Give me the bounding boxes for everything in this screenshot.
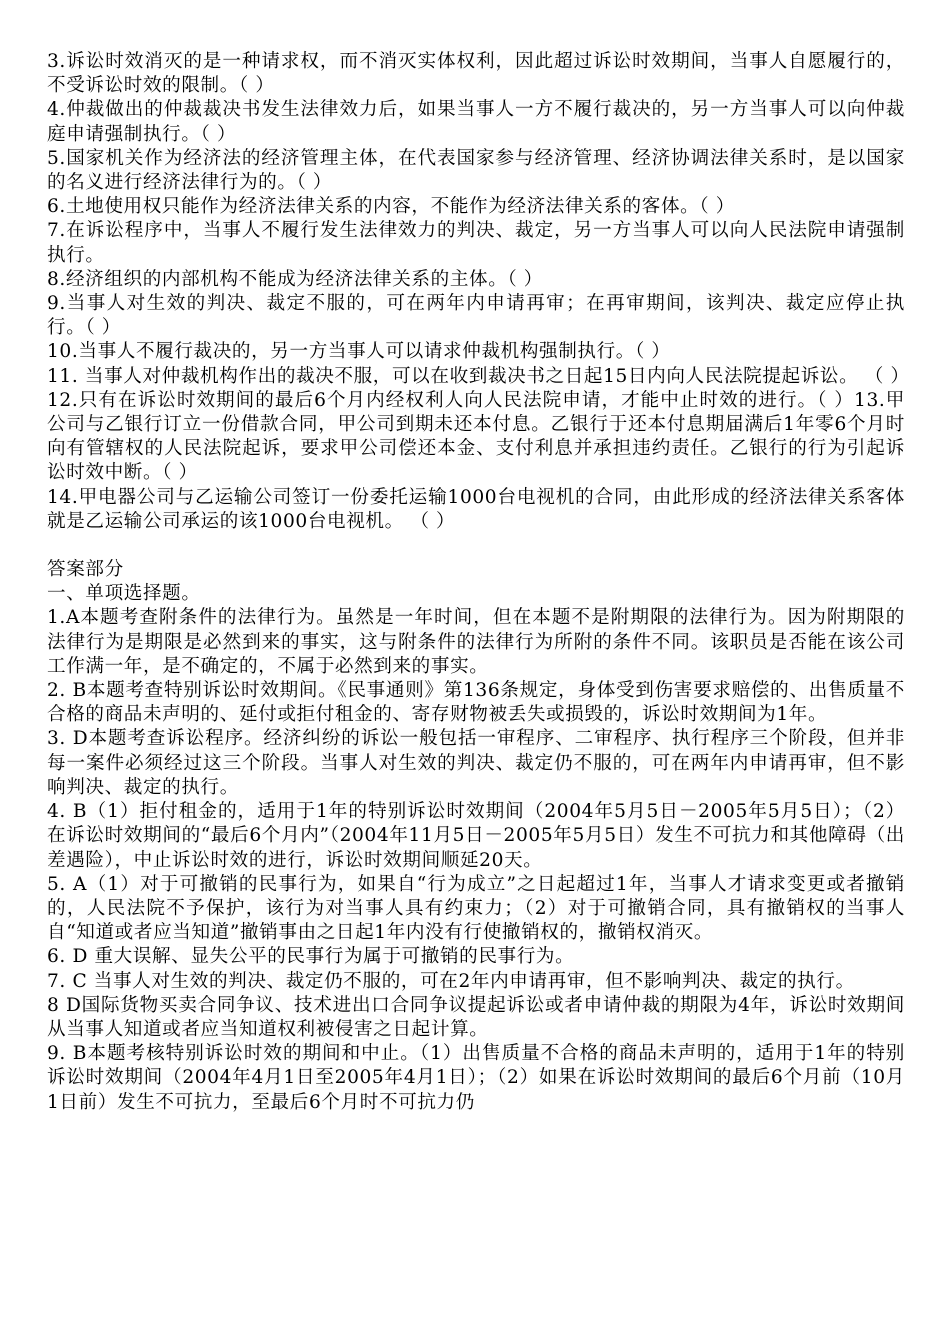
question-item: 14.甲电器公司与乙运输公司签订一份委托运输1000台电视机的合同，由此形成的经济法律关系客体就是乙运输公司承运的该1000台电视机。 （ ） (47, 486, 905, 532)
answer-item: 7. C 当事人对生效的判决、裁定仍不服的，可在2年内申请再审，但不影响判决、裁定的执行。 (47, 970, 855, 992)
question-item: 8.经济组织的内部机构不能成为经济法律关系的主体。（ ） (47, 268, 543, 290)
answers-heading: 答案部分 (47, 559, 124, 581)
question-item: 10.当事人不履行裁决的，另一方当事人可以请求仲裁机构强制执行。（ ） (47, 341, 671, 363)
question-item: 4.仲裁做出的仲裁裁决书发生法律效力后，如果当事人一方不履行裁决的，另一方当事人可以向仲裁庭申请强制执行。（ ） (47, 99, 905, 145)
answer-item: 1.A本题考查附条件的法律行为。虽然是一年时间，但在本题不是附期限的法律行为。因为附期限的法律行为是期限是必然到来的事实，这与附条件的法律行为所附的条件不同。该职员是否能在该公司工作满一年，是不确定的，不属于必然到来的事实。 (47, 607, 905, 677)
answer-item: 3. D本题考查诉讼程序。经济纠纷的诉讼一般包括一审程序、二审程序、执行程序三个阶段，但并非每一案件必须经过这三个阶段。当事人对生效的判决、裁定仍不服的，可在两年内申请再审，但不影响判决、裁定的执行。 (47, 728, 905, 798)
question-item: 5.国家机关作为经济法的经济管理主体，在代表国家参与经济管理、经济协调法律关系时，是以国家的名义进行经济法律行为的。（ ） (47, 147, 905, 194)
question-item: 3.诉讼时效消灭的是一种请求权，而不消灭实体权利，因此超过诉讼时效期间，当事人自愿履行的，不受诉讼时效的限制。（ ） (47, 51, 905, 97)
question-item: 12.只有在诉讼时效期间的最后6个月内经权利人向人民法院申请，才能中止时效的进行。（ ）13.甲公司与乙银行订立一份借款合同，甲公司到期未还本付息。乙银行于还本付息期届满后1年零6个月时向有管辖权的人民法院起诉，要求甲公司偿还本金、支付利息并承担违约责任。乙银行的行为引起诉讼时效中断。（ ） (47, 389, 905, 484)
answer-item: 9. B本题考核特别诉讼时效的期间和中止。（1）出售质量不合格的商品未声明的，适用于1年的特别诉讼时效期间（2004年4月1日至2005年4月1日）；（2）如果在诉讼时效期间的最后6个月前（10月1日前）发生不可抗力，至最后6个月时不可抗力仍 (47, 1043, 905, 1113)
question-item: 6.土地使用权只能作为经济法律关系的内容，不能作为经济法律关系的客体。（ ） (47, 196, 735, 218)
question-item: 9.当事人对生效的判决、裁定不服的，可在两年内申请再审；在再审期间，该判决、裁定应停止执行。（ ） (47, 293, 905, 339)
answer-item: 4. B（1）拒付租金的，适用于1年的特别诉讼时效期间（2004年5月5日－2005年5月5日）；（2）在诉讼时效期间的“最后6个月内”（2004年11月5日－2005年5月5日）发生不可抗力和其他障碍（出差遇险），中止诉讼时效的进行，诉讼时效期间顺延20天。 (47, 801, 905, 871)
question-item: 11. 当事人对仲裁机构作出的裁决不服，可以在收到裁决书之日起15日内向人民法院提起诉讼。 （ ） (47, 365, 910, 387)
section-heading: 一、单项选择题。 (47, 583, 201, 605)
answer-item: 5. A（1）对于可撤销的民事行为，如果自“行为成立”之日起超过1年，当事人才请求变更或者撤销的，人民法院不予保护，该行为对当事人具有约束力；（2）对于可撤销合同，具有撤销权的当事人自“知道或者应当知道”撤销事由之日起1年内没有行使撤销权的，撤销权消灭。 (47, 873, 905, 944)
answer-item: 6. D 重大误解、显失公平的民事行为属于可撤销的民事行为。 (47, 946, 575, 968)
answer-item: 8 D国际货物买卖合同争议、技术进出口合同争议提起诉讼或者申请仲裁的期限为4年，诉讼时效期间从当事人知道或者应当知道权利被侵害之日起计算。 (47, 994, 905, 1040)
question-item: 7.在诉讼程序中，当事人不履行发生法律效力的判决、裁定，另一方当事人可以向人民法院申请强制执行。 (47, 220, 905, 266)
answer-item: 2. B本题考查特别诉讼时效期间。《民事通则》第136条规定，身体受到伤害要求赔偿的、出售质量不合格的商品未声明的、延付或拒付租金的、寄存财物被丢失或损毁的，诉讼时效期间为1年。 (47, 680, 905, 726)
document-page (47, 50, 910, 1115)
section-spacer (47, 534, 905, 558)
